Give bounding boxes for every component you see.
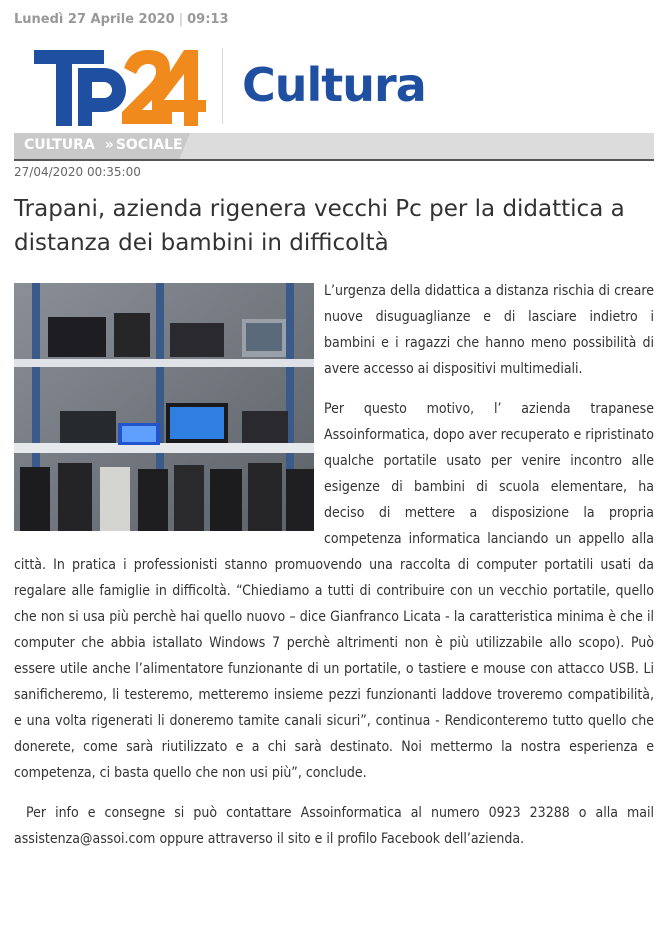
article-title: Trapani, azienda rigenera vecchi Pc per la didattica a distanza dei bambini in difficoltà [14,196,625,256]
section-title[interactable]: Cultura [242,58,426,112]
current-time: 09:13 [187,12,229,27]
article-paragraph: Per questo motivo, l’ azienda trapanese Assoinformatica, dopo aver recuperato e ripristinato qualche portatile usato per venire incontro alle esigenze di bambini di scuola elementare, ha deciso di mettere a disposizione la propria competenza informatica lanciando un appello alla città. In pratica i professionisti stanno promuovendo una raccolta di computer portatili usati da regalare alle famiglie in difficoltà. “Chiediamo a tutti di contribuire con un vecchio portatile, quello che non si usa più perchè hai quello nuovo – dice Gianfranco Licata - la caratteristica minima è che il computer che abbia istallato Windows 7 perchè altrimenti non è più utilizzabile allo scopo). Può essere utile anche l’alimentatore funzionante di un portatile, o tastiere e mouse con attacco USB. Li sanificheremo, li testeremo, metteremo insieme pezzi funzionanti laddove troveremo compatibilità, e una volta rigenerati li doneremo tamite canali sicuri”, continua - Rendiconteremo tutto quello che donerete, come sarà riutilizzato e a chi sarà destinato. Noi mettermo la nostra esperienza e competenza, ci basta quello che non usi più”, conclude. [14,401,654,781]
article-paragraph: L’urgenza della didattica a distanza rischia di creare nuove disuguaglianze e di lasciare indietro i bambini e i ragazzi che hanno meno possibilità di avere accesso ai dispositivi multimediali. [324,283,654,377]
breadcrumb-subcategory[interactable]: SOCIALE [115,137,183,153]
article-timestamp: 27/04/2020 00:35:00 [14,165,141,179]
breadcrumb [24,135,183,155]
article-paragraph: Per info e consegne si può contattare Assoinformatica al numero 0923 23288 o alla mail assistenza@assoi.com oppure attraverso il sito e il profilo Facebook dell’azienda. [14,805,654,847]
current-date: Lunedì 27 Aprile 2020 [14,12,175,27]
separator: | [178,12,184,27]
article-body [14,278,654,866]
photo-spacer [14,278,324,543]
tp24-logo[interactable] [34,44,206,126]
date-time [14,12,229,27]
breadcrumb-chevron-icon: » [104,137,114,153]
logo-divider [222,48,223,124]
breadcrumb-underline [14,159,654,161]
breadcrumb-category[interactable]: CULTURA [24,137,95,153]
